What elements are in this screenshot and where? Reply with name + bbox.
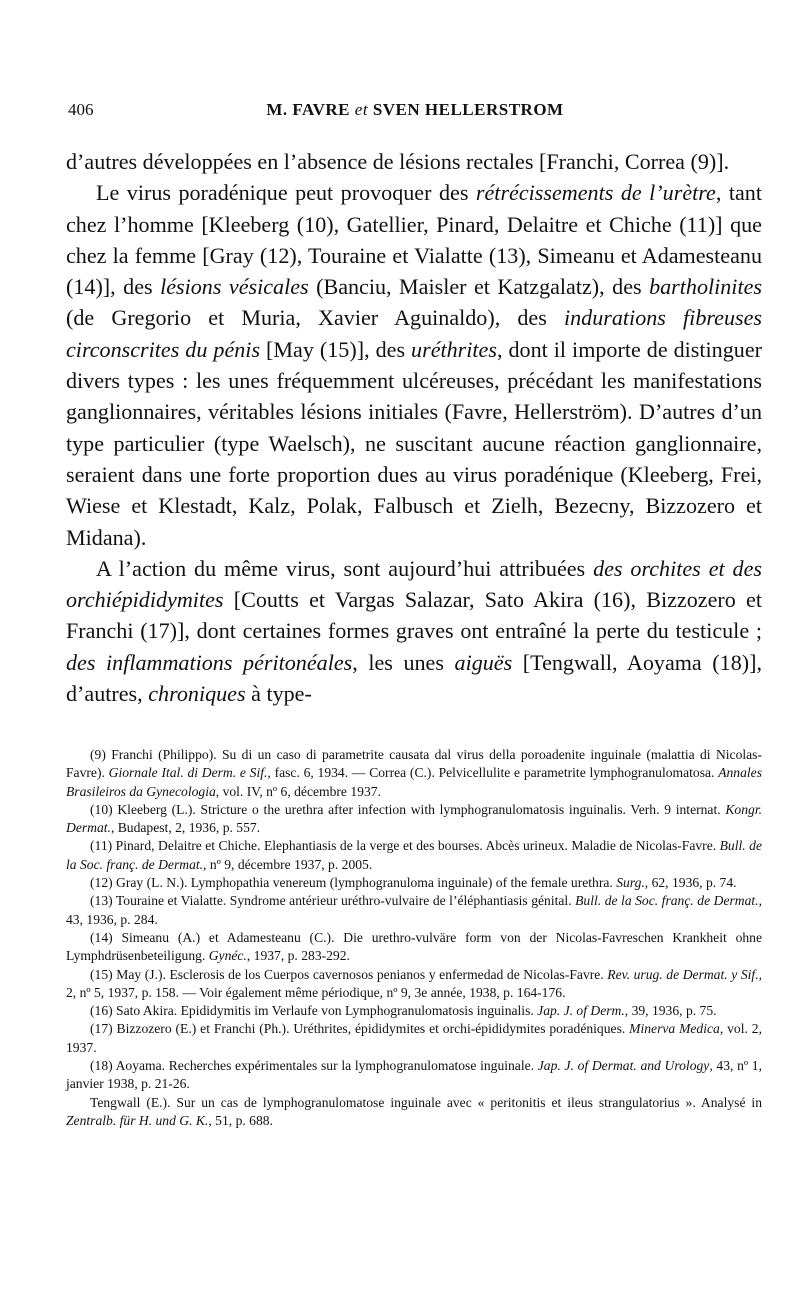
text-run: , vol. IV, nº 6, décembre 1937. (215, 783, 381, 799)
italic-run: Kongr. Dermat. (66, 801, 762, 836)
text-run: , fasc. 6, 1934. — Correa (C.). Pelvicellulite e parametrite lymphogranulomatosa. (267, 765, 719, 781)
footnote-12 (66, 874, 762, 892)
footnote-11 (66, 837, 762, 874)
footnote-15 (66, 966, 762, 1003)
text-run: , tant chez l’homme [Kleeberg (10), Gatellier, Pinard, Delaitre et Chiche (11)] que chez la femme [Gray (12), Touraine et Vialatte (13), Simeanu et Adamesteanu (14)], des (66, 180, 762, 300)
text-run: , nº 9, décembre 1937, p. 2005. (203, 856, 373, 872)
text-run: , dont il importe de distinguer divers types : les unes fréquemment ulcéreuses, précédant les manifestations ganglionnaires, véritables lésions initiales (Favre, Hellerström). D’autres d’un type particulier (type Waelsch), ne suscitant aucune réaction ganglionnaire, seraient dans une forte proportion dues au virus poradénique (Kleeberg, Frei, Wiese et Klestadt, Kalz, Polak, Falbusch et Zielh, Bezecny, Bizzozero et Midana). (66, 336, 762, 550)
italic-run: Giornale Ital. di Derm. e Sif. (108, 765, 268, 781)
page-number: 406 (68, 100, 94, 119)
text-run: (14) Simeanu (A.) et Adamesteanu (C.). Die urethro-vulväre form von der Nicolas-Favreschen Krankheit ohne Lymphdrüsenbeteiligung. (66, 929, 762, 964)
text-run: (15) May (J.). Esclerosis de los Cuerpos cavernosos penianos y enfermedad de Nicolas-Favre. (90, 966, 608, 982)
text-run: (17) Bizzozero (E.) et Franchi (Ph.). Uréthrites, épididymites et orchi-épididymites poradéniques. (90, 1021, 630, 1037)
italic-run: Bull. de la Soc. franç. de Dermat. (66, 838, 762, 872)
text-run: [Tengwall, Aoyama (18)], d’autres, (66, 649, 762, 707)
italic-run: chroniques (148, 681, 246, 707)
text-run: (Banciu, Maisler et Katzgalatz), des (308, 274, 650, 300)
text-run: , vol. 2, 1937. (66, 1021, 762, 1055)
body-text (66, 146, 762, 709)
italic-run: Annales Brasileiros da Gynecologia (66, 765, 762, 799)
footnote-17 (66, 1020, 762, 1057)
text-run: à type- (245, 681, 312, 707)
text-run: [May (15)], des (260, 336, 412, 362)
italic-run: Bull. de la Soc. franç. de Dermat. (575, 893, 759, 909)
text-run: , 62, 1936, p. 74. (644, 875, 737, 891)
italic-run: indurations fibreuses circonscrites du pénis (66, 305, 763, 362)
text-run: (10) Kleeberg (L.). Stricture o the urethra after infection with lymphogranulomatosis inguinalis. Verh. 9 internat. (90, 801, 726, 817)
italic-run: Jap. J. of Derm. (537, 1003, 625, 1019)
author-favre: M. FAVRE (266, 100, 351, 119)
text-run: , 1937, p. 283-292. (246, 948, 350, 964)
text-run: A l’action du même virus, sont aujourd’hui attribuées (96, 555, 594, 581)
author-hellerstrom: SVEN HELLERSTROM (372, 100, 564, 119)
text-run: (11) Pinard, Delaitre et Chiche. Elephantiasis de la verge et des bourses. Abcès urineux. Maladie de Nicolas-Favre. (90, 838, 720, 854)
footnote-18-continued (66, 1094, 762, 1131)
text-run: , 51, p. 688. (208, 1112, 273, 1128)
italic-run: aiguës (454, 649, 513, 675)
footnote-16 (66, 1002, 762, 1020)
italic-run: Surg. (616, 875, 645, 891)
italic-run: des inflammations péritonéales (66, 649, 353, 675)
body-paragraph-3 (66, 553, 762, 709)
footnote-9 (66, 746, 762, 801)
italic-run: lésions vésicales (160, 274, 309, 300)
footnote-18 (66, 1057, 762, 1094)
italic-run: Gynéc. (208, 948, 247, 964)
text-run: (16) Sato Akira. Epididymitis im Verlaufe von Lymphogranulomatosis inguinalis. (90, 1003, 538, 1019)
text-run: , Budapest, 2, 1936, p. 557. (110, 820, 261, 836)
footnotes (66, 746, 762, 1130)
text-run: Tengwall (E.). Sur un cas de lymphogranulomatose inguinale avec « peritonitis et ileus strangulatorius ». Analysé in (90, 1094, 762, 1110)
text-run: (9) Franchi (Philippo). Su di un caso di parametrite causata dal virus della poroadenite inguinale (malattia di Nicolas-Favre). (66, 747, 762, 781)
italic-run: rétrécissements de l’urètre (475, 180, 716, 206)
text-run: d’autres développées en l’absence de lésions rectales [Franchi, Correa (9)]. (66, 149, 730, 174)
text-run: , 43, 1936, p. 284. (66, 893, 762, 927)
author-conjunction: et (354, 100, 369, 119)
text-run: , 2, nº 5, 1937, p. 158. — Voir également même périodique, nº 9, 3e année, 1938, p. 164-176. (66, 966, 762, 1000)
text-run: , 39, 1936, p. 75. (624, 1003, 717, 1019)
body-paragraph-2 (66, 177, 762, 553)
text-run: (18) Aoyama. Recherches expérimentales sur la lymphogranulomatose inguinale. (90, 1058, 538, 1074)
text-run: (13) Touraine et Vialatte. Syndrome antérieur uréthro-vulvaire de l’éléphantiasis génital. (90, 893, 576, 909)
text-run: [Coutts et Vargas Salazar, Sato Akira (16), Bizzozero et Franchi (17)], dont certaines formes graves ont entraîné la perte du testicule ; (66, 587, 762, 644)
text-run: , les unes (352, 649, 455, 675)
body-paragraph-1 (66, 146, 762, 177)
italic-run: uréthrites (411, 336, 497, 362)
italic-run: Minerva Medica (629, 1021, 720, 1037)
italic-run: Rev. urug. de Dermat. y Sif. (607, 966, 759, 982)
italic-run: bartholinites (649, 274, 762, 300)
text-run: (de Gregorio et Muria, Xavier Aguinaldo), des (66, 305, 564, 331)
italic-run: Zentralb. für H. und G. K. (66, 1112, 209, 1128)
running-head (68, 100, 762, 128)
text-run: (12) Gray (L. N.). Lymphopathia venereum (lymphogranuloma inguinale) of the female urethra. (90, 875, 617, 891)
text-run: Le virus poradénique peut provoquer des (96, 180, 476, 206)
footnote-10 (66, 801, 762, 838)
footnote-14 (66, 929, 762, 966)
running-title (68, 100, 762, 120)
italic-run: Jap. J. of Dermat. and Urology (537, 1058, 710, 1074)
italic-run: des orchites et des orchiépididymites (66, 555, 762, 613)
footnote-13 (66, 892, 762, 929)
text-run: , 43, nº 1, janvier 1938, p. 21-26. (66, 1058, 763, 1092)
